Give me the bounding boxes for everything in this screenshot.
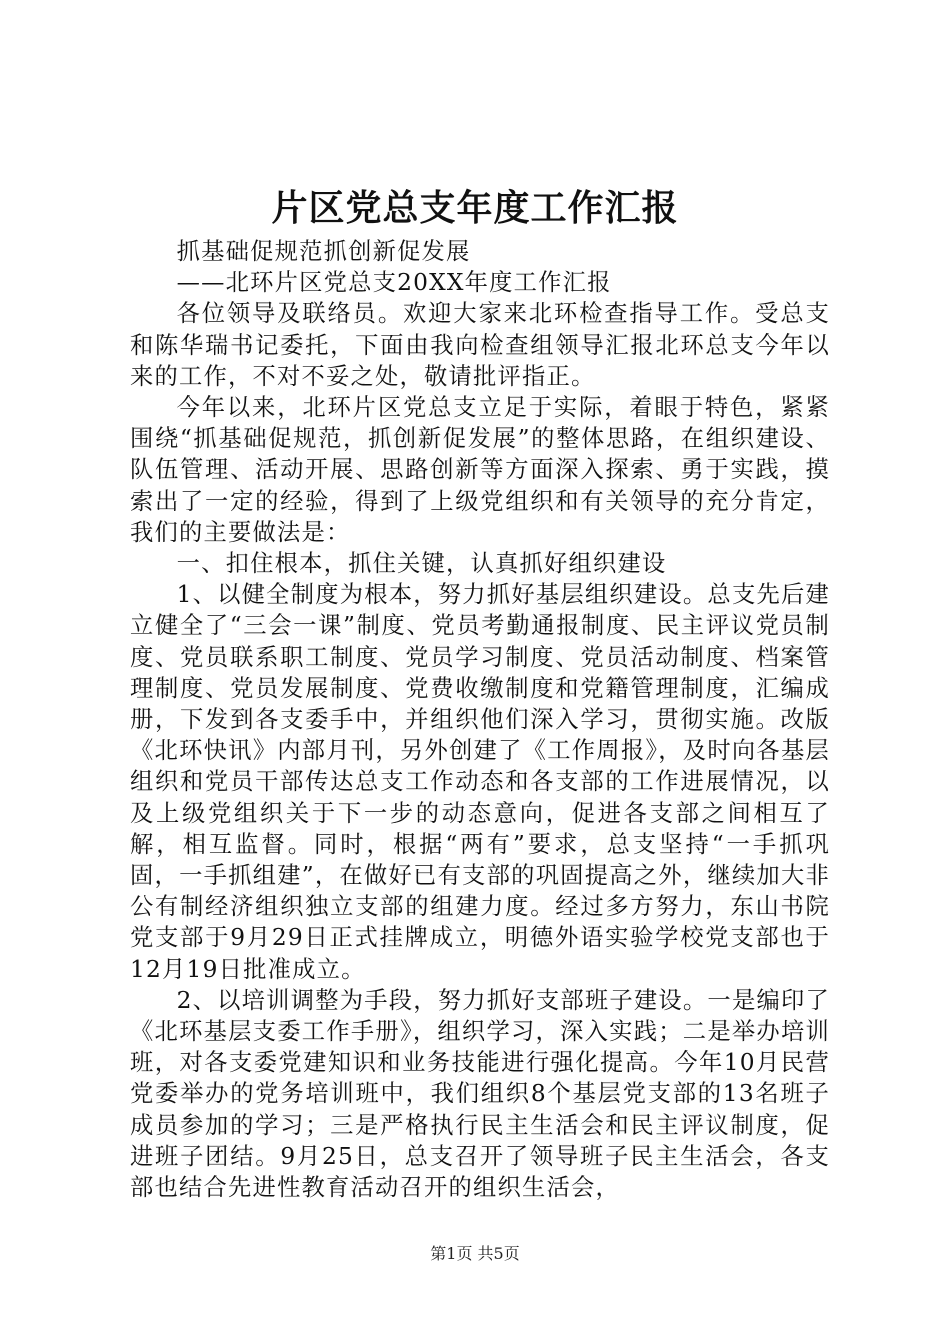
page-footer bbox=[0, 1242, 950, 1266]
document-title: 片区党总支年度工作汇报 bbox=[271, 187, 679, 229]
body-paragraph: 各位领导及联络员。欢迎大家来北环检查指导工作。受总支和陈华瑞书记委托，下面由我向检查组领导汇报北环总支今年以来的工作，不对不妥之处，敬请批评指正。 bbox=[130, 300, 830, 390]
body-paragraph: 2、以培训调整为手段，努力抓好支部班子建设。一是编印了《北环基层支委工作手册》，组织学习，深入实践；二是举办培训班，对各支委党建知识和业务技能进行强化提高。今年10月民营党委举办的党务培训班中，我们组织8个基层党支部的13名班子成员参加的学习；三是严格执行民主生活会和民主评议制度，促进班子团结。9月25日，总支召开了领导班子民主生活会，各支部也结合先进性教育活动召开的组织生活会， bbox=[130, 986, 830, 1202]
subtitle-byline: ——北环片区党总支20XX年度工作汇报 bbox=[176, 269, 612, 297]
subtitle-paragraph: 抓基础促规范抓创新促发展 bbox=[176, 238, 471, 265]
body-paragraph: 今年以来，北环片区党总支立足于实际，着眼于特色，紧紧围绕“抓基础促规范，抓创新促发展”的整体思路，在组织建设、队伍管理、活动开展、思路创新等方面深入探索、勇于实践，摸索出了一定的经验，得到了上级党组织和有关领导的充分肯定，我们的主要做法是： bbox=[130, 394, 830, 546]
page-indicator: 第1页 共5页 bbox=[430, 1244, 520, 1263]
section-heading: 一、扣住根本，抓住关键，认真抓好组织建设 bbox=[176, 550, 667, 578]
body-paragraph: 1、以健全制度为根本，努力抓好基层组织建设。总支先后建立健全了“三会一课”制度、党员考勤通报制度、民主评议党员制度、党员联系职工制度、党员学习制度、党员活动制度、档案管理制度、党员发展制度、党费收缴制度和党籍管理制度，汇编成册，下发到各支委手中，并组织他们深入学习，贯彻实施。改版《北环快讯》内部月刊，另外创建了《工作周报》，及时向各基层组织和党员干部传达总支工作动态和各支部的工作进展情况，以及上级党组织关于下一步的动态意向，促进各支部之间相互了解，相互监督。同时，根据“两有”要求，总支坚持“一手抓巩固，一手抓组建”，在做好已有支部的巩固提高之外，继续加大非公有制经济组织独立支部的组建力度。经过多方努力，东山书院党支部于9月29日正式挂牌成立，明德外语实验学校党支部也于12月19日批准成立。 bbox=[130, 581, 830, 983]
document-body bbox=[130, 236, 830, 1203]
